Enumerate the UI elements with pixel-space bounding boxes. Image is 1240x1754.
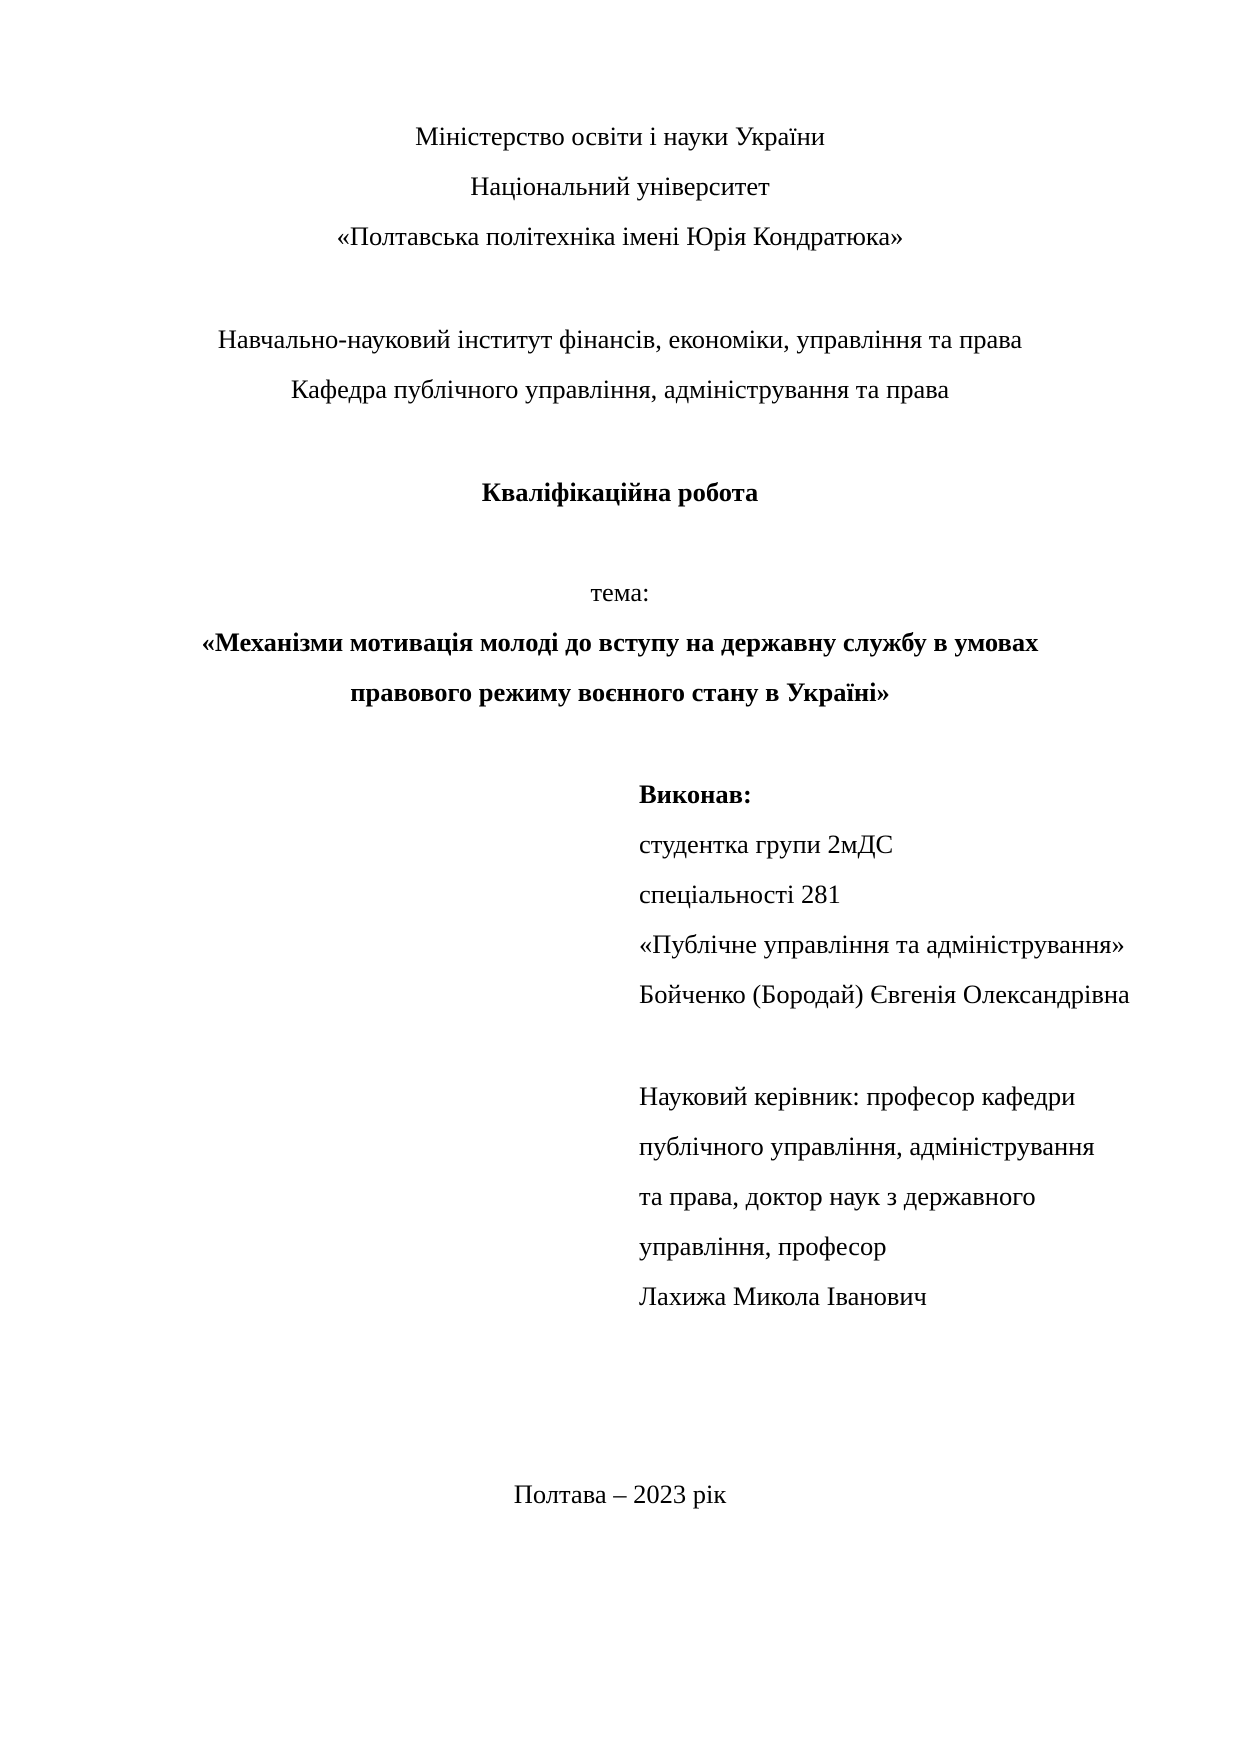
city-year: Полтава – 2023 рік xyxy=(513,1479,727,1509)
department-name: Кафедра публічного управління, адміністрування та права xyxy=(290,374,950,404)
supervisor-line-3: та права, доктор наук з державного xyxy=(639,1181,1036,1211)
topic-title-line-2: правового режиму воєнного стану в Україні» xyxy=(350,677,890,707)
university-name-line-2: «Полтавська політехніка імені Юрія Кондратюка» xyxy=(336,221,904,251)
author-name: Бойченко (Бородай) Євгенія Олександрівна xyxy=(639,979,1130,1009)
author-heading: Виконав: xyxy=(639,779,752,809)
author-program: «Публічне управління та адміністрування» xyxy=(639,929,1125,959)
author-specialty: спеціальності 281 xyxy=(639,879,841,909)
supervisor-line-2: публічного управління, адміністрування xyxy=(639,1131,1095,1161)
supervisor-name: Лахижа Микола Іванович xyxy=(639,1281,927,1311)
supervisor-line-4: управління, професор xyxy=(639,1231,887,1261)
topic-label: тема: xyxy=(590,577,650,607)
university-name-line-1: Національний університет xyxy=(470,171,770,201)
topic-title-line-1: «Механізми мотивація молоді до вступу на державну службу в умовах xyxy=(201,627,1039,657)
supervisor-line-1: Науковий керівник: професор кафедри xyxy=(639,1081,1076,1111)
work-type-heading: Кваліфікаційна робота xyxy=(481,477,759,507)
institute-name: Навчально-науковий інститут фінансів, економіки, управління та права xyxy=(217,324,1023,354)
ministry-name: Міністерство освіти і науки України xyxy=(415,121,825,151)
author-group: студентка групи 2мДС xyxy=(639,829,894,859)
